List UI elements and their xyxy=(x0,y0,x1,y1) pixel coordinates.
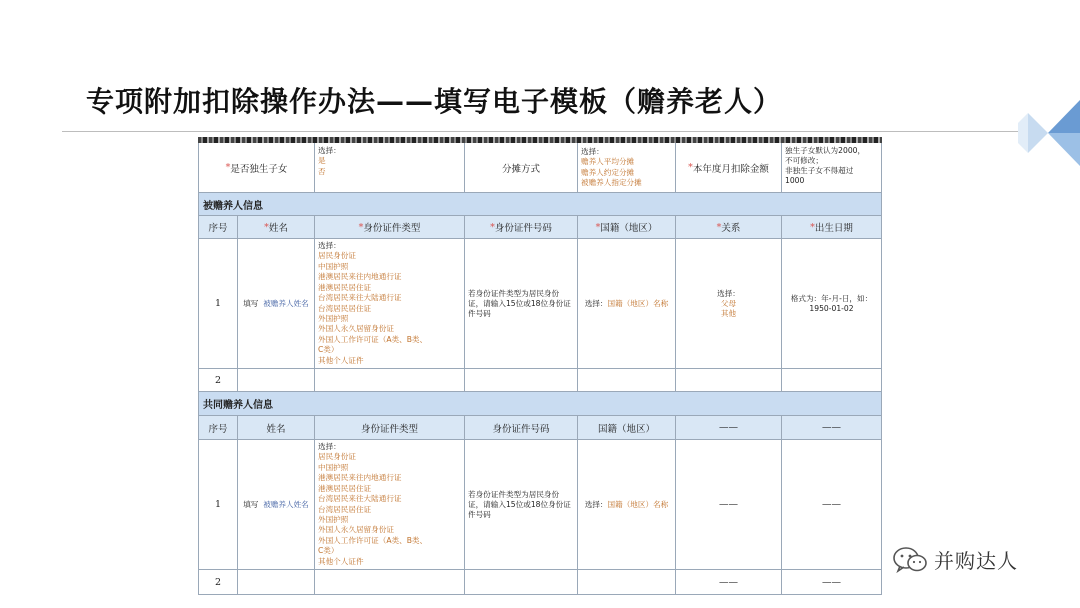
amount-note-line: 非独生子女不得超过 xyxy=(785,166,854,175)
col-name-header: 姓名 xyxy=(238,416,315,440)
dash-cell: —— xyxy=(782,440,882,570)
birth-hint: 格式为：年-月-日，如：1950-01-02 xyxy=(790,293,873,313)
col-name-header: * 姓名 xyxy=(238,216,315,239)
options-prefix: 选择： xyxy=(318,146,341,155)
split-option: 赡养人平均分摊 xyxy=(581,157,635,167)
id-number-cell[interactable] xyxy=(465,369,578,392)
supported-section-title: 被赡养人信息 xyxy=(198,193,882,216)
split-options-cell[interactable] xyxy=(578,143,676,193)
id-type-option: 中国护照 xyxy=(318,462,349,472)
id-type-cell[interactable] xyxy=(315,440,465,570)
id-type-option: 外国人永久居留身份证 xyxy=(318,525,394,535)
name-cell[interactable] xyxy=(238,440,315,570)
watermark xyxy=(892,545,1018,574)
col-index-header: 序号 xyxy=(198,216,238,239)
col-index-header: 序号 xyxy=(198,416,238,440)
supported-header-row xyxy=(198,216,882,239)
nationality-hint: 国籍（地区）名称 xyxy=(607,499,669,509)
fill-label: 填写 xyxy=(243,298,259,308)
nationality-cell[interactable] xyxy=(578,239,676,369)
only-child-label: 是否独生子女 xyxy=(230,163,288,175)
id-type-option: 居民身份证 xyxy=(318,251,356,261)
watermark-text: 并购达人 xyxy=(934,549,1018,573)
col-id-number-header: 身份证件号码 xyxy=(465,416,578,440)
id-type-option: C类） xyxy=(318,546,339,556)
only-child-label-cell: * 是否独生子女 xyxy=(198,143,315,193)
options-prefix: 选择： xyxy=(584,499,608,509)
only-child-options-cell[interactable] xyxy=(315,143,465,193)
col-id-type-header: 身份证件类型 xyxy=(315,416,465,440)
corner-decoration-icon xyxy=(1018,100,1080,166)
id-number-cell[interactable] xyxy=(465,239,578,369)
options-prefix: 选择： xyxy=(717,288,740,298)
amount-label: 本年度月扣除金额 xyxy=(692,163,769,175)
nationality-cell[interactable] xyxy=(578,440,676,570)
id-number-hint: 若身份证件类型为居民身份证，请输入15位或18位身份证件号码 xyxy=(468,288,571,318)
id-type-option: 其他个人证件 xyxy=(318,355,364,365)
id-type-option: 外国人永久居留身份证 xyxy=(318,324,394,334)
co-supporter-header-row xyxy=(198,416,882,440)
col-nationality-header: 国籍（地区） xyxy=(578,416,676,440)
fill-label: 填写 xyxy=(243,499,259,509)
co-supporter-row-1 xyxy=(198,440,882,570)
split-label-cell xyxy=(465,143,578,193)
supported-row-1 xyxy=(198,239,882,369)
id-type-option: 台湾居民来往大陆通行证 xyxy=(318,293,402,303)
amount-label-cell: * 本年度月扣除金额 xyxy=(676,143,782,193)
amount-note-line: 1000 xyxy=(785,176,805,185)
id-type-option: 外国人工作许可证（A类、B类、 xyxy=(318,334,428,344)
options-prefix: 选择： xyxy=(318,241,341,251)
id-type-option: 台湾居民居住证 xyxy=(318,504,372,514)
row-index: 1 xyxy=(198,440,238,570)
id-type-option: 外国人工作许可证（A类、B类、 xyxy=(318,535,428,545)
id-type-cell[interactable] xyxy=(315,239,465,369)
id-type-option: 中国护照 xyxy=(318,261,349,271)
name-cell[interactable] xyxy=(238,239,315,369)
name-cell[interactable] xyxy=(238,369,315,392)
id-type-option: 其他个人证件 xyxy=(318,556,364,566)
id-type-cell[interactable] xyxy=(315,570,465,595)
id-number-cell[interactable] xyxy=(465,570,578,595)
id-type-option: 港澳居民居住证 xyxy=(318,282,372,292)
birth-date-cell[interactable] xyxy=(782,239,882,369)
name-cell[interactable] xyxy=(238,570,315,595)
row-index: 2 xyxy=(198,369,238,392)
id-type-option: C类） xyxy=(318,345,339,355)
supported-row-2 xyxy=(198,369,882,392)
relation-cell[interactable] xyxy=(676,369,782,392)
template-table xyxy=(198,137,882,595)
id-type-option: 外国护照 xyxy=(318,313,349,323)
option-yes: 是 xyxy=(318,156,326,166)
id-type-option: 港澳居民来往内地通行证 xyxy=(318,473,402,483)
co-supporter-section-title: 共同赡养人信息 xyxy=(198,392,882,416)
amount-note-cell[interactable] xyxy=(782,143,882,193)
wechat-icon xyxy=(892,546,928,574)
amount-note-line: 独生子女默认为2000， xyxy=(785,146,866,155)
name-hint: 被赡养人姓名 xyxy=(263,298,309,308)
name-hint: 被赡养人姓名 xyxy=(263,499,309,509)
id-type-option: 外国护照 xyxy=(318,514,349,524)
id-type-option: 台湾居民居住证 xyxy=(318,303,372,313)
dash-cell: —— xyxy=(782,570,882,595)
id-type-option: 港澳居民来往内地通行证 xyxy=(318,272,402,282)
col-nationality-header: * 国籍（地区） xyxy=(578,216,676,239)
nationality-hint: 国籍（地区）名称 xyxy=(607,298,669,308)
id-type-option: 港澳居民居住证 xyxy=(318,483,372,493)
slide-title: 专项附加扣除操作办法——填写电子模板（赡养老人） xyxy=(86,85,783,118)
co-supporter-section-row xyxy=(198,392,882,416)
relation-option: 其他 xyxy=(720,308,737,318)
row-index: 2 xyxy=(198,570,238,595)
id-type-cell[interactable] xyxy=(315,369,465,392)
relation-cell[interactable] xyxy=(676,239,782,369)
option-no: 否 xyxy=(318,166,326,176)
col-id-number-header: * 身份证件号码 xyxy=(465,216,578,239)
id-type-option: 居民身份证 xyxy=(318,452,356,462)
row-index: 1 xyxy=(198,239,238,369)
col-relation-header: * 关系 xyxy=(676,216,782,239)
col-id-type-header: * 身份证件类型 xyxy=(315,216,465,239)
options-prefix: 选择： xyxy=(584,298,608,308)
id-type-option: 台湾居民来往大陆通行证 xyxy=(318,494,402,504)
col-dash-header: —— xyxy=(676,416,782,440)
supported-section-row xyxy=(198,193,882,216)
dash-cell: —— xyxy=(676,570,782,595)
title-divider xyxy=(62,131,1022,132)
co-supporter-row-2 xyxy=(198,570,882,595)
col-dash-header: —— xyxy=(782,416,882,440)
dash-cell: —— xyxy=(676,440,782,570)
col-birth-header: * 出生日期 xyxy=(782,216,882,239)
nationality-cell[interactable] xyxy=(578,570,676,595)
amount-note-line: 不可修改； xyxy=(785,156,823,165)
split-label: 分摊方式 xyxy=(501,163,540,175)
id-number-hint: 若身份证件类型为居民身份证，请输入15位或18位身份证件号码 xyxy=(468,489,571,519)
options-prefix: 选择： xyxy=(581,146,604,156)
options-prefix: 选择： xyxy=(318,442,341,452)
birth-date-cell[interactable] xyxy=(782,369,882,392)
relation-option: 父母 xyxy=(720,298,737,308)
split-option: 被赡养人指定分摊 xyxy=(581,177,642,187)
nationality-cell[interactable] xyxy=(578,369,676,392)
top-row xyxy=(198,143,882,193)
split-option: 赡养人约定分摊 xyxy=(581,167,635,177)
id-number-cell[interactable] xyxy=(465,440,578,570)
